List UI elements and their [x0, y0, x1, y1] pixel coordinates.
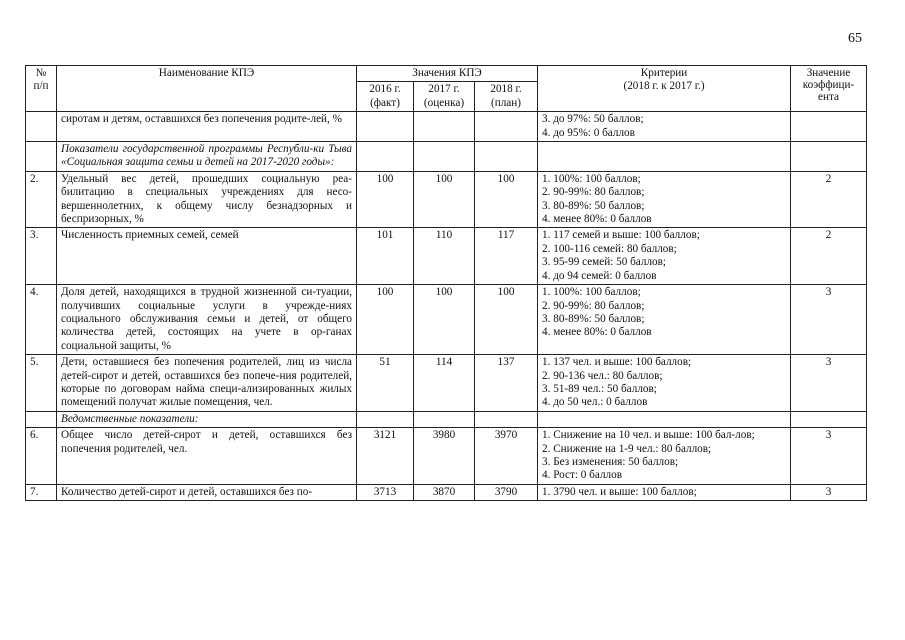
empty-cell: [538, 142, 791, 172]
empty-cell: [357, 411, 414, 427]
header-2018: 2018 г. (план): [475, 82, 538, 112]
criteria-line: 1. 100%: 100 баллов;: [542, 286, 641, 299]
empty-cell: [414, 142, 475, 172]
empty-cell: [791, 142, 867, 172]
row-number: [26, 112, 57, 142]
header-coef: Значение коэффици- ента: [791, 66, 867, 112]
criteria-line: 4. до 94 семей: 0 баллов: [542, 269, 657, 282]
criteria-line: 2. 90-99%: 80 баллов;: [542, 299, 645, 312]
value-2016: 100: [357, 285, 414, 355]
criteria-line: 1. Снижение на 10 чел. и выше: 100 бал-лов;: [542, 429, 755, 442]
coefficient-value: 2: [791, 171, 867, 228]
section-row: [26, 411, 867, 427]
row-number: 2.: [26, 171, 57, 228]
indicator-name: сиротам и детям, оставшихся без попечения родите-лей, %: [57, 112, 357, 142]
empty-cell: [791, 411, 867, 427]
section-title: Ведомственные показатели:: [57, 411, 357, 427]
value-2016: [357, 112, 414, 142]
table-row: [26, 112, 867, 142]
criteria-line: 4. менее 80%: 0 баллов: [542, 213, 652, 226]
table-row: [26, 285, 867, 355]
criteria-line: 4. Рост: 0 баллов: [542, 469, 622, 482]
table-row: [26, 171, 867, 228]
row-number: [26, 142, 57, 172]
value-2018: 100: [475, 285, 538, 355]
section-title: Показатели государственной программы Республи-ки Тыва «Социальная защита семьи и детей на 2017-2020 годы»:: [57, 142, 357, 172]
value-2018: 117: [475, 228, 538, 285]
criteria-line: 2. 90-99%: 80 баллов;: [542, 186, 645, 199]
table-row: [26, 355, 867, 412]
value-2018: [475, 112, 538, 142]
criteria-line: 1. 117 семей и выше: 100 баллов;: [542, 229, 700, 242]
coefficient-value: 2: [791, 228, 867, 285]
criteria-line: 2. 100-116 семей: 80 баллов;: [542, 242, 677, 255]
value-2017: 114: [414, 355, 475, 412]
row-number: 5.: [26, 355, 57, 412]
criteria-line: 3. 80-89%: 50 баллов;: [542, 312, 645, 325]
header-values-group: Значения КПЭ: [357, 66, 538, 82]
value-2017: 100: [414, 285, 475, 355]
value-2018: 100: [475, 171, 538, 228]
indicator-name: Количество детей-сирот и детей, оставшихся без по-: [57, 484, 357, 500]
criteria-line: 2. Снижение на 1-9 чел.: 80 баллов;: [542, 442, 712, 455]
criteria-line: 2. 90-136 чел.: 80 баллов;: [542, 369, 663, 382]
indicator-name: Доля детей, находящихся в трудной жизненной си-туации, получивших социальные услуги в учрежде-ниях социального обслуживания семьи и детей, от общего количества детей, состоящих на учете в ор-ганах социальной защиты, %: [57, 285, 357, 355]
header-name: Наименование КПЭ: [57, 66, 357, 112]
value-2016: 3121: [357, 428, 414, 485]
empty-cell: [357, 142, 414, 172]
value-2017: 3870: [414, 484, 475, 500]
criteria-cell: [538, 112, 791, 142]
value-2016: 3713: [357, 484, 414, 500]
table-row: [26, 484, 867, 500]
coefficient-value: [791, 112, 867, 142]
criteria-line: 1. 3790 чел. и выше: 100 баллов;: [542, 485, 697, 498]
value-2016: 100: [357, 171, 414, 228]
row-number: 4.: [26, 285, 57, 355]
empty-cell: [475, 142, 538, 172]
coefficient-value: 3: [791, 484, 867, 500]
empty-cell: [538, 411, 791, 427]
criteria-line: 3. до 97%: 50 баллов;: [542, 113, 644, 126]
coefficient-value: 3: [791, 285, 867, 355]
criteria-line: 3. 95-99 семей: 50 баллов;: [542, 256, 667, 269]
value-2018: 3970: [475, 428, 538, 485]
value-2017: 3980: [414, 428, 475, 485]
row-number: [26, 411, 57, 427]
criteria-line: 4. до 50 чел.: 0 баллов: [542, 396, 648, 409]
table-row: [26, 228, 867, 285]
header-num: № п/п: [26, 66, 57, 112]
value-2018: 3790: [475, 484, 538, 500]
criteria-line: 3. 80-89%: 50 баллов;: [542, 199, 645, 212]
criteria-line: 3. 51-89 чел.: 50 баллов;: [542, 382, 657, 395]
indicator-name: Дети, оставшиеся без попечения родителей, лиц из числа детей-сирот и детей, оставшихся без попече-ния родителей, которые по договорам найма специ-ализированных жилых помещений получат жилые помещения, чел.: [57, 355, 357, 412]
value-2018: 137: [475, 355, 538, 412]
indicator-name: Общее число детей-сирот и детей, оставшихся без попечения родителей, чел.: [57, 428, 357, 485]
kpe-table: [25, 65, 867, 501]
criteria-cell: [538, 171, 791, 228]
value-2016: 51: [357, 355, 414, 412]
empty-cell: [475, 411, 538, 427]
criteria-cell: [538, 355, 791, 412]
header-row: [26, 66, 867, 82]
indicator-name: Численность приемных семей, семей: [57, 228, 357, 285]
value-2017: 110: [414, 228, 475, 285]
criteria-line: 1. 100%: 100 баллов;: [542, 172, 641, 185]
empty-cell: [414, 411, 475, 427]
criteria-cell: [538, 285, 791, 355]
criteria-cell: [538, 228, 791, 285]
header-2016: 2016 г. (факт): [357, 82, 414, 112]
criteria-cell: [538, 428, 791, 485]
criteria-line: 4. до 95%: 0 баллов: [542, 126, 635, 139]
criteria-line: 3. Без изменения: 50 баллов;: [542, 455, 679, 468]
criteria-line: 1. 137 чел. и выше: 100 баллов;: [542, 356, 692, 369]
page-number: 65: [848, 31, 862, 46]
row-number: 6.: [26, 428, 57, 485]
table-row: [26, 428, 867, 485]
row-number: 7.: [26, 484, 57, 500]
indicator-name: Удельный вес детей, прошедших социальную реа-билитацию в специальных учреждениях для несо-вершеннолетних, к общему числу безнадзорных и беспризорных, %: [57, 171, 357, 228]
criteria-line: 4. менее 80%: 0 баллов: [542, 326, 652, 339]
header-criteria: Критерии (2018 г. к 2017 г.): [538, 66, 791, 112]
value-2017: 100: [414, 171, 475, 228]
coefficient-value: 3: [791, 428, 867, 485]
criteria-cell: [538, 484, 791, 500]
row-number: 3.: [26, 228, 57, 285]
section-row: [26, 142, 867, 172]
coefficient-value: 3: [791, 355, 867, 412]
value-2017: [414, 112, 475, 142]
header-2017: 2017 г. (оценка): [414, 82, 475, 112]
value-2016: 101: [357, 228, 414, 285]
